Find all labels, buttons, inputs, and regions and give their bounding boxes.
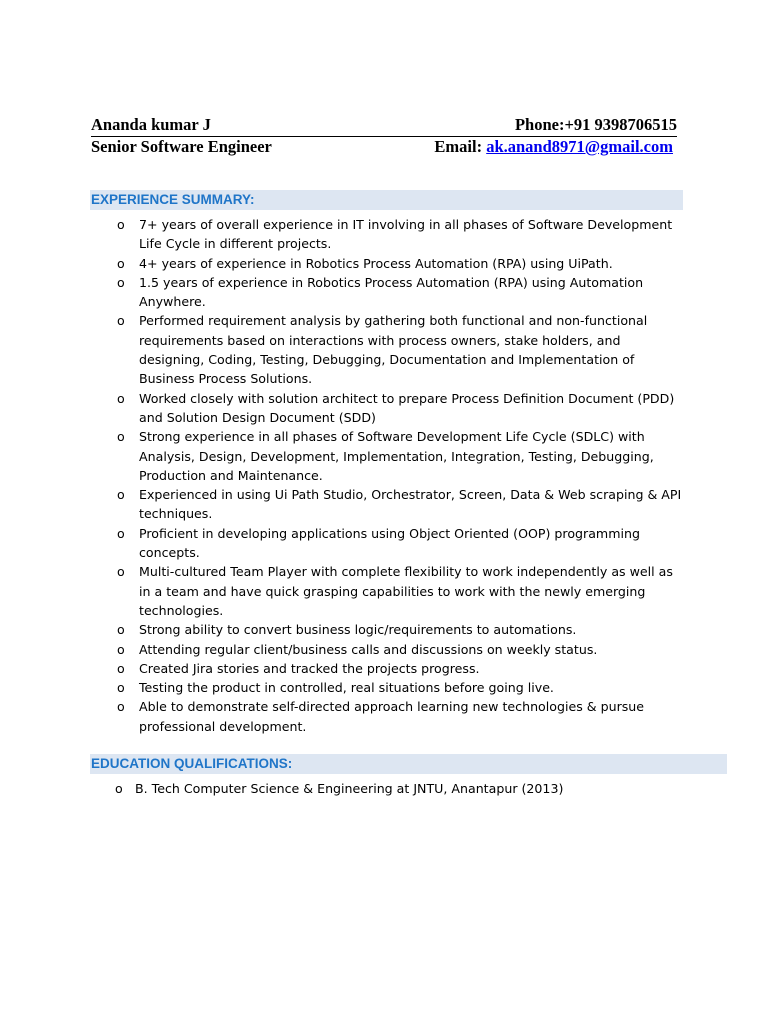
bullet-marker: o — [117, 313, 125, 329]
experience-item — [117, 524, 684, 563]
bullet-marker: o — [117, 429, 125, 445]
experience-item-text: Able to demonstrate self-directed approach learning new technologies & pursue professional development. — [139, 699, 645, 734]
experience-item-text: Performed requirement analysis by gathering both functional and non-functional requirements based on interactions with process owners, stake holders, and designing, Coding, Testing, Debugging, Documentation and Implementation of Business Process Solutions. — [139, 313, 648, 387]
experience-item — [117, 427, 684, 485]
experience-item — [117, 640, 684, 659]
bullet-marker: o — [117, 255, 125, 271]
experience-item — [117, 389, 684, 428]
bullet-marker: o — [117, 525, 125, 541]
experience-item-text: Proficient in developing applications using Object Oriented (OOP) programming concepts. — [139, 525, 640, 561]
education-list — [115, 779, 695, 798]
bullet-marker: o — [117, 487, 125, 503]
experience-item — [117, 659, 684, 678]
candidate-name: Ananda kumar J — [91, 115, 211, 134]
experience-item — [117, 273, 684, 312]
experience-list — [117, 215, 684, 736]
experience-item-text: Strong ability to convert business logic/requirements to automations. — [139, 622, 577, 638]
experience-item-text: Worked closely with solution architect to prepare Process Definition Document (PDD) and Solution Design Document (SDD) — [139, 390, 675, 425]
bullet-marker: o — [115, 781, 123, 796]
bullet-marker: o — [117, 680, 125, 696]
experience-item — [117, 562, 684, 620]
experience-item-text: Attending regular client/business calls and discussions on weekly status. — [139, 641, 598, 657]
experience-item — [117, 678, 684, 697]
experience-summary-heading: EXPERIENCE SUMMARY: — [90, 190, 683, 210]
header-row-title-email — [91, 136, 677, 158]
bullet-marker: o — [117, 274, 125, 290]
experience-item-text: Multi-cultured Team Player with complete flexibility to work independently as well as in a team and have quick grasping capabilities to work with the newly emerging technologies. — [139, 564, 673, 618]
header-row-name-phone — [91, 114, 677, 137]
bullet-marker: o — [117, 699, 125, 715]
bullet-marker: o — [117, 660, 125, 676]
experience-item-text: Testing the product in controlled, real situations before going live. — [139, 680, 554, 696]
experience-item-text: Experienced in using Ui Path Studio, Orchestrator, Screen, Data & Web scraping & API techniques. — [139, 487, 682, 522]
email-block — [434, 137, 673, 157]
bullet-marker: o — [117, 564, 125, 580]
experience-item-text: Created Jira stories and tracked the projects progress. — [139, 660, 480, 676]
bullet-marker: o — [117, 641, 125, 657]
experience-item — [117, 620, 684, 639]
email-link[interactable]: ak.anand8971@gmail.com — [486, 137, 673, 156]
experience-item — [117, 215, 684, 254]
experience-item — [117, 311, 684, 388]
email-label: Email: — [434, 137, 487, 156]
education-heading: EDUCATION QUALIFICATIONS: — [90, 754, 727, 774]
experience-item — [117, 254, 684, 273]
experience-item-text: 1.5 years of experience in Robotics Process Automation (RPA) using Automation Anywhere. — [139, 274, 644, 310]
bullet-marker: o — [117, 622, 125, 638]
phone-number: Phone:+91 9398706515 — [514, 115, 677, 134]
education-item-text: B. Tech Computer Science & Engineering at JNTU, Anantapur (2013) — [135, 781, 564, 796]
job-title: Senior Software Engineer — [91, 137, 272, 156]
experience-item — [117, 485, 684, 524]
education-item — [115, 779, 695, 798]
experience-item-text: Strong experience in all phases of Software Development Life Cycle (SDLC) with Analysis, Design, Development, Implementation, Integration, Testing, Debugging, Production and Maintenance. — [139, 429, 654, 483]
experience-item-text: 7+ years of overall experience in IT involving in all phases of Software Development Life Cycle in different projects. — [139, 217, 673, 252]
bullet-marker: o — [117, 217, 125, 232]
bullet-marker: o — [117, 390, 125, 406]
experience-item — [117, 697, 684, 736]
experience-item-text: 4+ years of experience in Robotics Process Automation (RPA) using UiPath. — [139, 255, 613, 271]
